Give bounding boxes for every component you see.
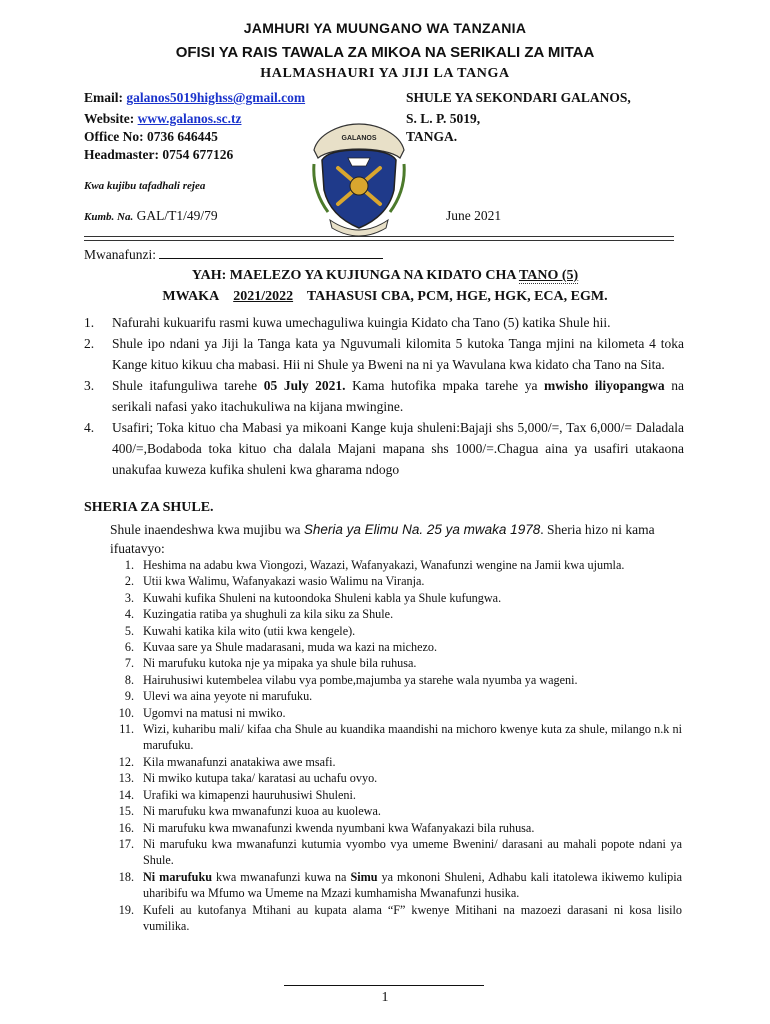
email-label: Email: [84,90,127,105]
academic-year: 2021/2022 [233,289,294,304]
rule-item [114,754,682,770]
subject-heading [0,268,770,284]
rule-item [114,803,682,819]
school-name: SHULE YA SEKONDARI GALANOS, [406,90,631,105]
header-divider-thin [84,240,674,241]
rule-number: 14. [118,787,134,802]
website-label: Website: [84,111,138,126]
rule-text: Ni marufuku kwa mwanafunzi kutumia vyombo vya umeme Bwenini/ darasani au mahali popote ndani ya Shule. [143,836,682,868]
opening-date: 05 July 2021. [263,378,346,393]
rule-emphasis: Ni marufuku [143,869,213,884]
rule-item [114,573,682,589]
student-line [84,246,383,263]
rule-number: 13. [118,771,134,786]
rule-number: 18. [118,869,134,884]
rule-number: 15. [118,804,134,819]
rule-number: 8. [124,672,134,687]
rule-number: 4. [124,607,134,622]
reference-label: Kumb. Na. [84,211,134,223]
rule-item [114,721,682,754]
rule-text: Kufeli au kutofanya Mtihani au kupata alama “F” kwenye Mitihani na mazoezi darasani ni kosa lisilo vumilika. [143,902,682,933]
reference-number: GAL/T1/49/79 [136,208,218,223]
education-act: Sheria ya Elimu Na. 25 ya mwaka 1978 [303,522,541,537]
email-link[interactable]: galanos5019highss@gmail.com [126,90,306,105]
rule-number: 16. [118,820,134,835]
intro-item: 2. Shule ipo ndani ya Jiji la Tanga kata ya Nguvumali kilomita 5 kutoka Tanga mjini na kilometa 4 toka Kange kituo kikuu cha mabasi. Hii ni Shule ya Bweni na ni ya Wavulana kwa kidato cha Tano na Sita. [84,336,684,372]
rule-number: 1. [124,558,134,572]
rule-item [114,606,682,622]
rule-text: Ni marufuku kutoka nje ya mipaka ya shule bila ruhusa. [143,656,417,671]
rule-number: 6. [124,640,134,655]
subject-prefix: YAH: MAELEZO YA KUJIUNGA NA KIDATO CHA [191,268,519,283]
rule-item [114,902,682,935]
year-label: MWAKA [162,289,220,304]
rule-text: Kila mwanafunzi anatakiwa awe msafi. [143,754,336,769]
intro-item: 1. Nafurahi kukuarifu rasmi kuwa umechaguliwa kuingia Kidato cha Tano (5) katika Shule hii. [84,315,611,330]
rule-item [114,557,682,573]
rule-text: Kuwahi kufika Shuleni na kutoondoka Shuleni kabla ya Shule kufungwa. [143,590,502,605]
rule-number: 2. [124,574,134,589]
page-number: 1 [381,990,389,1005]
rules-list [114,557,682,934]
intro-item: 3. Shule itafunguliwa tarehe 05 July 2021. Kama hutofika mpaka tarehe ya mwisho iliyopangwa na serikali nafasi yako itachukuliwa na kijana mwingine. [84,378,685,414]
website-link[interactable]: www.galanos.sc.tz [137,111,242,126]
rule-item [114,820,682,836]
reference-line [84,208,218,224]
rule-text: Kuwahi katika kila wito (utii kwa kengele). [143,623,356,638]
rule-text: Ni marufuku kwa mwanafunzi kuoa au kuolewa. [143,804,381,819]
rule-number: 12. [118,754,134,769]
rule-number: 19. [118,902,134,917]
reply-note: Kwa kujibu tafadhali rejea [84,180,206,192]
rule-text: Ugomvi na matusi ni mwiko. [143,705,286,720]
rule-item [114,655,682,671]
rule-text: Wizi, kuharibu mali/ kifaa cha Shule au kuandika maandishi na michoro kwenye kuta za shule, milango n.k ni marufuku. [143,722,682,753]
deadline-emphasis: mwisho iliyopangwa [544,378,665,393]
header-line-republic: JAMHURI YA MUUNGANO WA TANZANIA [243,20,527,36]
footer-rule [284,985,484,986]
crest-school-text: GALANOS [341,135,377,142]
rule-number: 5. [124,623,134,638]
rules-intro: Shule inaendeshwa kwa mujibu wa Sheria ya Elimu Na. 25 ya mwaka 1978. Sheria hizo ni kama ifuatavyo: [110,522,655,556]
rule-number: 7. [124,656,134,671]
subject-form-five: TANO (5) [518,268,579,283]
rule-number: 11. [119,722,134,737]
rule-text: Hairuhusiwi kutembelea vilabu vya pombe,majumba ya starehe wala nyumba ya wageni. [143,672,578,687]
rule-item [114,705,682,721]
rule-number: 10. [118,705,134,720]
rule-item [114,869,682,902]
rule-text: Ulevi wa aina yeyote ni marufuku. [143,689,313,704]
rule-text: Ni marufuku kwa mwanafunzi kwenda nyumbani kwa Wafanyakazi bila ruhusa. [143,820,535,835]
header-line-council: HALMASHAURI YA JIJI LA TANGA [260,66,510,81]
rule-item [114,836,682,869]
rule-item [114,787,682,803]
header-divider [84,236,674,237]
rules-title: SHERIA ZA SHULE. [84,500,214,515]
student-label: Mwanafunzi: [84,247,156,262]
rule-number: 9. [124,689,134,704]
headmaster-phone: Headmaster: 0754 677126 [84,147,234,162]
rule-item [114,590,682,606]
intro-item: 4. Usafiri; Toka kituo cha Mabasi ya mikoani Kange kuja shuleni:Bajaji shs 5,000/=, Tax 6,000/= Daladala 400/=,Bodaboda toka kituo cha dalala Majani mapana shs 1000/=.Chagua aina ya usafiri utakaona unakufaa kuweza kufika shuleni kwa gharama ndogo [84,420,684,477]
letter-date: June 2021 [446,208,502,223]
rule-item [114,770,682,786]
website-line [84,109,242,128]
rule-number: 3. [124,590,134,605]
combinations: TAHASUSI CBA, PCM, HGE, HGK, ECA, EGM. [306,289,608,304]
rule-text: Ni mwiko kutupa taka/ karatasi au uchafu ovyo. [143,771,378,786]
email-line [84,88,305,107]
school-crest-logo [308,120,410,236]
rule-emphasis: Simu [350,869,378,884]
rule-number: 17. [118,836,134,851]
rule-text: Heshima na adabu kwa Viongozi, Wazazi, Wafanyakazi, Wanafunzi wengine na Jamii kwa ujumla. [143,558,625,572]
rule-item [114,672,682,688]
school-city: TANGA. [406,129,458,144]
rule-item [114,623,682,639]
header-line-office: OFISI YA RAIS TAWALA ZA MIKOA NA SERIKALI ZA MITAA [175,44,595,61]
rule-text: Urafiki wa kimapenzi hauruhusiwi Shuleni. [143,787,356,802]
rule-text: Kuzingatia ratiba ya shughuli za kila siku za Shule. [143,607,394,622]
rule-item [114,639,682,655]
rule-item [114,688,682,704]
school-po-box: S. L. P. 5019, [406,111,481,126]
rule-text: ya mkononi Shuleni, Adhabu kali itatolewa ikiwemo kulipia uharibifu wa Mfumo wa Umeme na Mzazi kumhamisha Mwanafunzi husika. [143,869,682,901]
rule-text: Utii kwa Walimu, Wafanyakazi wasio Walimu na Viranja. [143,574,425,589]
rule-text: Kuvaa sare ya Shule madarasani, muda wa kazi na michezo. [143,640,438,655]
subject-year-line [0,289,770,305]
intro-list [84,312,684,480]
office-phone: Office No: 0736 646445 [84,129,218,144]
rule-text: kwa mwanafunzi kuwa na [212,869,351,884]
student-name-blank [159,246,383,259]
